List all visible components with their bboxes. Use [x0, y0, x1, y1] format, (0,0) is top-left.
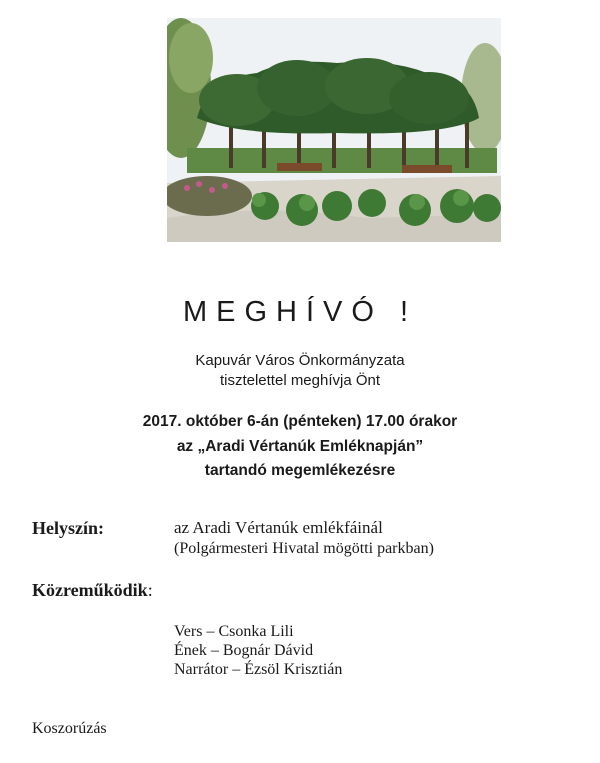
location-value: az Aradi Vértanúk emlékfáinál — [174, 518, 383, 537]
event-date-line: 2017. október 6-án (pénteken) 17.00 órakor — [142, 413, 458, 430]
park-photo-illustration — [167, 18, 501, 242]
event-name-line: az „Aradi Vértanúk Emléknapján” — [176, 438, 424, 455]
participant-item: Vers – Csonka Lili — [174, 623, 294, 640]
invite-line: tisztelettel meghívja Önt — [219, 372, 381, 389]
participant-item: Narrátor – Ézsöl Krisztián — [174, 661, 343, 678]
participants-label-text: Közreműködik — [32, 580, 148, 600]
participants-label — [32, 580, 153, 601]
location-label: Helyszín: — [32, 518, 104, 538]
park-photo — [167, 18, 501, 242]
event-purpose-line: tartandó megemlékezésre — [204, 462, 396, 479]
participant-item: Ének – Bognár Dávid — [174, 642, 314, 659]
inviter-line: Kapuvár Város Önkormányzata — [195, 352, 405, 369]
closing-program: Koszorúzás — [32, 720, 107, 737]
page-title: MEGHÍVÓ ! — [182, 296, 418, 328]
participants-label-colon: : — [147, 580, 153, 600]
location-detail: (Polgármesteri Hivatal mögötti parkban) — [174, 540, 434, 557]
